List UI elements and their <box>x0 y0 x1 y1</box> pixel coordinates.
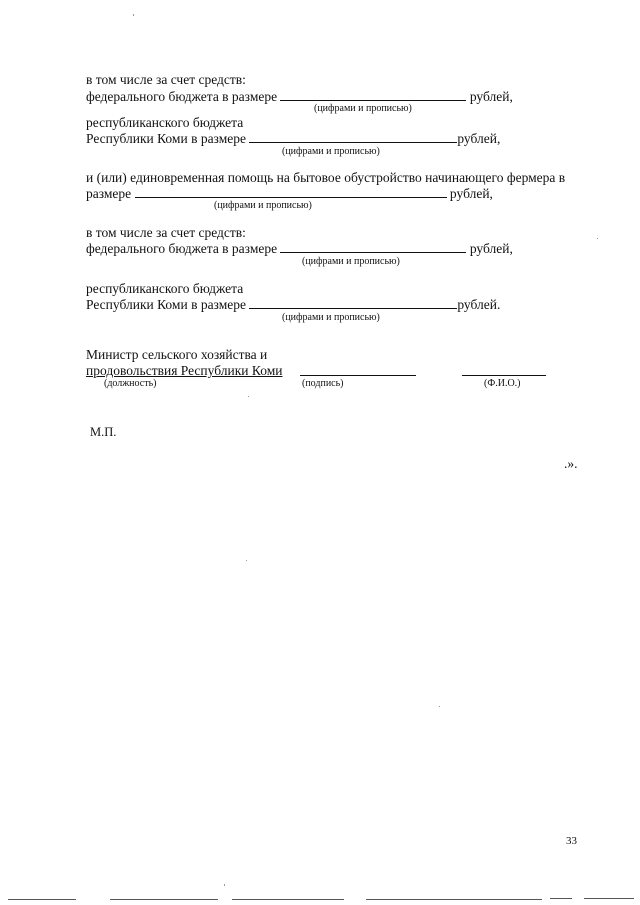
block1-line3: республиканского бюджета <box>86 115 244 130</box>
block4-line2 <box>86 297 500 312</box>
block1-line1: в том числе за счет средств: <box>86 72 246 87</box>
signature-position-line2: продовольствия Республики Коми <box>86 363 283 378</box>
scan-edge-line <box>366 899 542 900</box>
scan-speck <box>224 884 225 886</box>
scan-edge-line <box>550 898 572 899</box>
block1-line2 <box>86 89 513 104</box>
scan-speck <box>248 396 249 397</box>
block3-line2-label: федерального бюджета в размере <box>86 241 278 256</box>
block1-line2-hint: (цифрами и прописью) <box>314 103 412 114</box>
block4-line2-label: Республики Коми в размере <box>86 297 246 312</box>
scan-edge-line <box>232 899 344 900</box>
full-name-line[interactable] <box>462 375 546 376</box>
full-name-hint: (Ф.И.О.) <box>484 378 521 389</box>
block1-republican-amount-field[interactable] <box>249 131 457 143</box>
closing-quote: .». <box>564 456 578 471</box>
block2-line1: и (или) единовременная помощь на бытовое обустройство начинающего фермера в <box>86 170 566 185</box>
block1-federal-amount-field[interactable] <box>280 89 466 101</box>
block4-line2-suffix: рублей. <box>457 297 501 312</box>
block4-line1: республиканского бюджета <box>86 281 244 296</box>
block1-line4 <box>86 131 500 146</box>
block1-line4-label: Республики Коми в размере <box>86 131 246 146</box>
block2-household-aid-amount-field[interactable] <box>135 186 447 198</box>
block1-line2-label: федерального бюджета в размере <box>86 89 278 104</box>
signature-hint: (подпись) <box>302 378 344 389</box>
block1-line4-suffix: рублей, <box>457 131 501 146</box>
block4-republican-amount-field[interactable] <box>249 297 457 309</box>
page-number: 33 <box>566 835 577 847</box>
scan-speck <box>597 238 598 239</box>
position-hint: (должность) <box>104 378 157 389</box>
block1-line4-hint: (цифрами и прописью) <box>282 146 380 157</box>
scan-speck <box>246 560 247 561</box>
block2-line2-label: размере <box>86 186 132 201</box>
scan-speck <box>439 706 440 707</box>
scan-edge-line <box>110 899 218 900</box>
scan-speck <box>133 14 134 16</box>
block2-line2-hint: (цифрами и прописью) <box>214 200 312 211</box>
scan-edge-line <box>8 899 76 900</box>
block3-line2-suffix: рублей, <box>469 241 513 256</box>
block3-line1: в том числе за счет средств: <box>86 225 246 240</box>
block2-line2 <box>86 186 493 201</box>
block3-line2 <box>86 241 513 256</box>
block4-line2-hint: (цифрами и прописью) <box>282 312 380 323</box>
signature-position-line1: Министр сельского хозяйства и <box>86 347 268 362</box>
stamp-place: М.П. <box>90 425 117 439</box>
block3-federal-amount-field[interactable] <box>280 241 466 253</box>
block3-line2-hint: (цифрами и прописью) <box>302 256 400 267</box>
signature-line[interactable] <box>300 375 416 376</box>
scan-edge-line <box>584 898 634 899</box>
block2-line2-suffix: рублей, <box>449 186 493 201</box>
block1-line2-suffix: рублей, <box>469 89 513 104</box>
